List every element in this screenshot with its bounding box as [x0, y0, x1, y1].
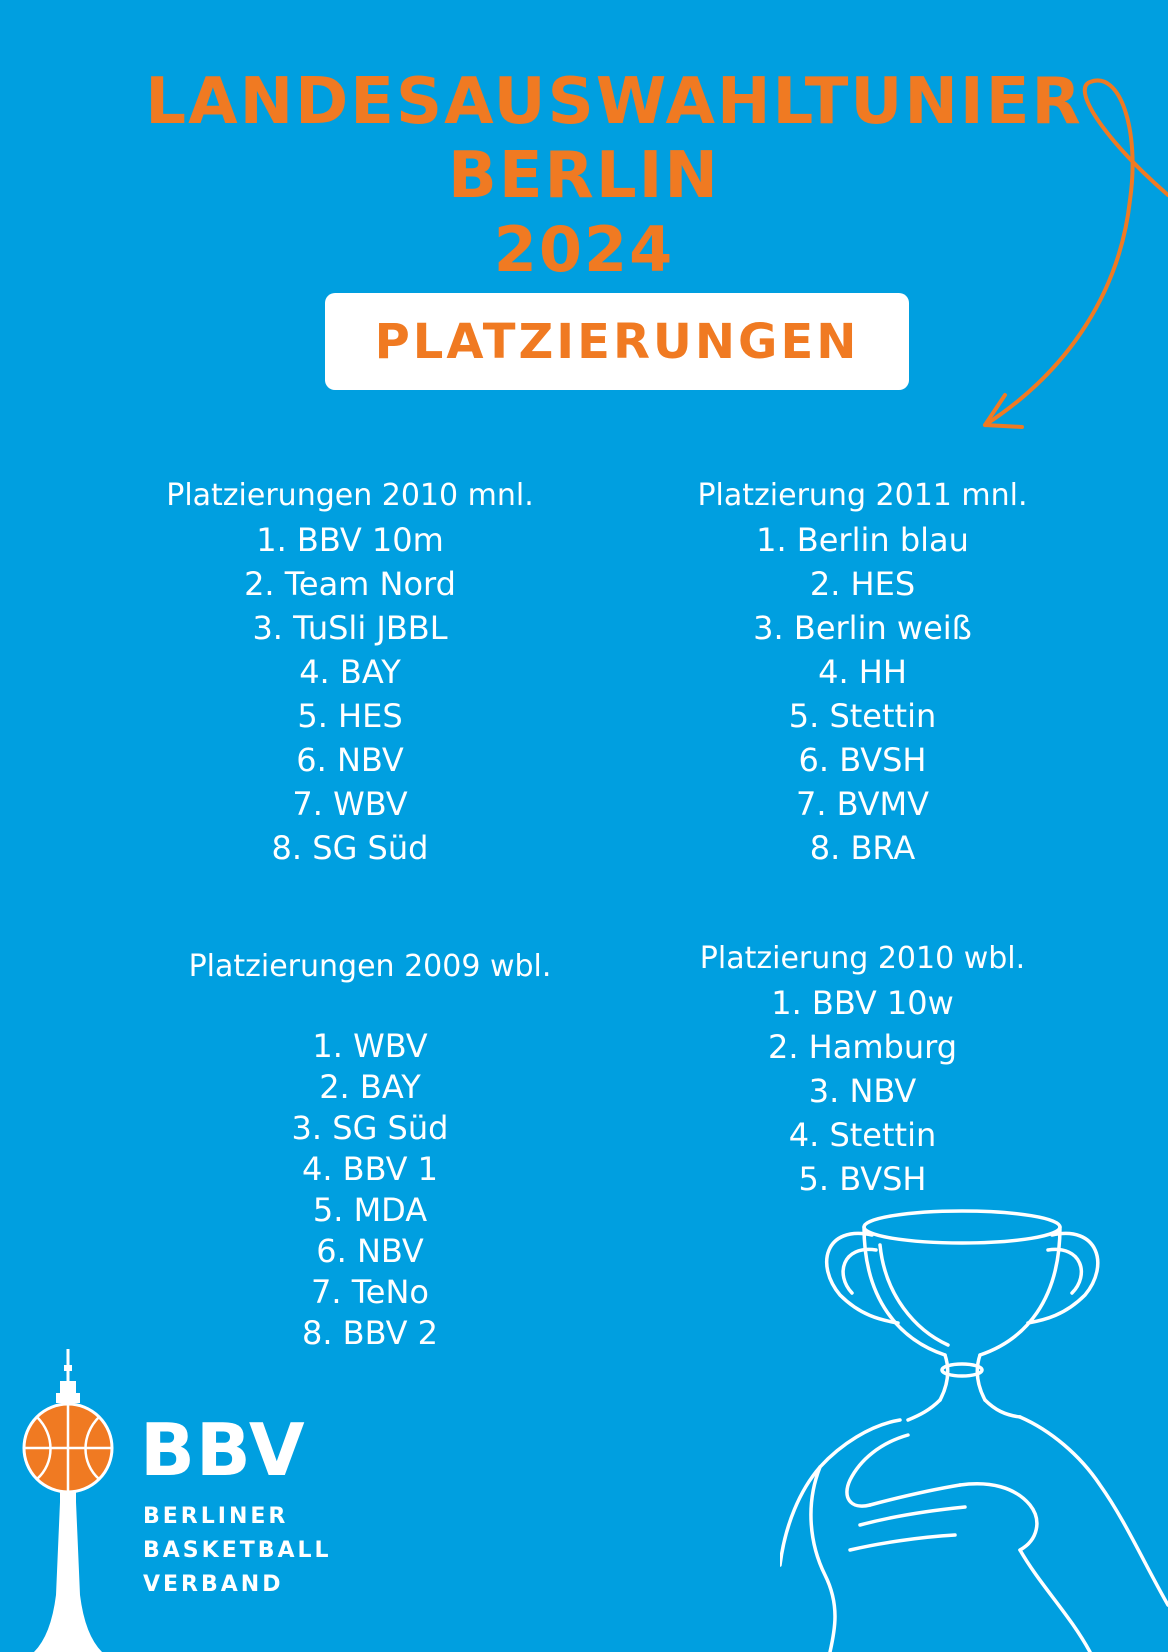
ranking-block-2010-mnl — [110, 474, 590, 870]
list-item: 5. Stettin — [788, 697, 937, 735]
list-item: 5. MDA — [312, 1191, 428, 1229]
ranking-block-2009-wbl — [130, 945, 610, 1354]
platzierungen-badge — [325, 293, 909, 390]
list-item: 5. BVSH — [798, 1160, 927, 1198]
list-item: 8. BRA — [809, 829, 916, 867]
list-item: 7. BVMV — [795, 785, 930, 823]
ranking-title: Platzierungen 2009 wbl. — [188, 949, 552, 984]
ranking-title: Platzierung 2011 mnl. — [697, 478, 1028, 513]
list-item: 1. BBV 10w — [771, 984, 954, 1022]
logo-line-1: BERLINER — [143, 1504, 289, 1529]
ranking-block-2010-wbl — [620, 937, 1105, 1201]
list-item: 8. BBV 2 — [301, 1314, 439, 1352]
list-item: 6. NBV — [296, 741, 404, 779]
list-item: 7. TeNo — [310, 1273, 429, 1311]
list-item: 3. TuSli JBBL — [252, 609, 448, 647]
list-item: 6. NBV — [316, 1232, 424, 1270]
tv-tower-basketball-icon — [20, 1345, 120, 1652]
list-item: 2. Hamburg — [767, 1028, 958, 1066]
list-item: 1. BBV 10m — [256, 521, 444, 559]
list-item: 4. HH — [818, 653, 907, 691]
logo-line-2: BASKETBALL — [143, 1538, 332, 1563]
list-item: 2. BAY — [319, 1068, 421, 1106]
title-line-2: BERLIN — [448, 139, 720, 213]
ranking-title: Platzierung 2010 wbl. — [699, 941, 1026, 976]
logo-abbreviation: BBV — [140, 1408, 306, 1492]
list-item: 3. Berlin weiß — [753, 609, 972, 647]
list-item: 4. Stettin — [788, 1116, 937, 1154]
list-item: 1. Berlin blau — [756, 521, 969, 559]
list-item: 2. HES — [809, 565, 916, 603]
list-item: 5. HES — [297, 697, 403, 735]
list-item: 8. SG Süd — [271, 829, 429, 867]
list-item: 6. BVSH — [798, 741, 927, 779]
trophy-hand-icon — [780, 1205, 1168, 1652]
title-line-1: LANDESAUSWAHLTUNIER — [145, 65, 1083, 139]
badge-label: PLATZIERUNGEN — [374, 313, 860, 370]
list-item: 4. BBV 1 — [301, 1150, 439, 1188]
list-item: 4. BAY — [299, 653, 401, 691]
logo-line-3: VERBAND — [143, 1572, 284, 1597]
list-item: 2. Team Nord — [244, 565, 456, 603]
list-item: 1. WBV — [312, 1027, 428, 1065]
ranking-block-2011-mnl — [620, 474, 1105, 870]
ranking-title: Platzierungen 2010 mnl. — [166, 478, 534, 513]
list-item: 3. SG Süd — [291, 1109, 449, 1147]
list-item: 3. NBV — [808, 1072, 917, 1110]
list-item: 7. WBV — [292, 785, 408, 823]
curved-arrow-icon — [960, 70, 1168, 440]
title-year: 2024 — [493, 213, 675, 286]
